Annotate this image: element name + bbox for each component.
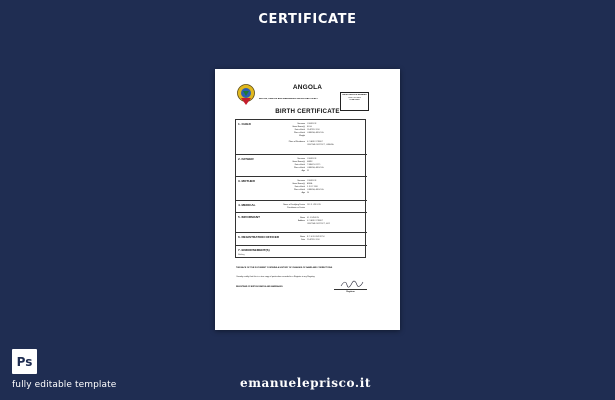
section-informant (236, 213, 367, 233)
child-dob-label: Date of birth (294, 129, 305, 131)
section-child-title: 1. CHILD (238, 122, 251, 126)
section-medical-title: 4. MEDICAL (238, 203, 256, 207)
child-residence-value-2: CENTRAL DISTRICT, LUANDA (307, 144, 334, 146)
officer-name-value: B.T. HOLDSWORTH (307, 236, 325, 238)
regbox-line1: REGISTRATION NUMBER (342, 94, 367, 96)
regbox-number: 579871963 (349, 99, 360, 102)
section-endorsements (236, 246, 367, 259)
mother-pob-label: Place of birth (293, 189, 305, 191)
endorsements-note: Nothing (238, 254, 245, 256)
child-surname-value: JOHNSON (307, 123, 317, 125)
mother-age-label: Age (301, 192, 305, 194)
signature-line (334, 289, 367, 290)
template-note: fully editable template (12, 380, 117, 390)
section-medical (236, 201, 367, 213)
section-registration-officer (236, 233, 367, 246)
mother-surname-label: Surname (297, 180, 305, 182)
officer-date-value: 21 APRIL 2010 (307, 239, 320, 241)
section-registration-officer-title: 6. REGISTRATION OFFICER (238, 235, 280, 239)
child-given-value: ELLA (307, 126, 312, 128)
birth-certificate-preview (215, 69, 400, 330)
father-dob-value: 7 MARCH 1975 (307, 164, 321, 166)
officer-name-label: Name (299, 236, 305, 238)
informant-name-label: Name (299, 217, 305, 219)
child-given-label: Given Name(s) (292, 126, 305, 128)
document-country: ANGOLA (292, 84, 323, 91)
mother-given-value: ANNA (307, 183, 313, 185)
medical-practitioner-label: Practitioner or Doctor (287, 207, 305, 209)
section-mother-title: 3. MOTHER (238, 179, 255, 183)
footer-back-note: THE BACK OF THE DOCUMENT CONTAINS A HISTORY OF CHANGES OF NAME AND CORRECTIONS (236, 267, 333, 269)
child-weight-label: Weight (299, 135, 305, 137)
section-father (236, 155, 367, 177)
mother-dob-value: 9 JULY 1980 (307, 186, 318, 188)
father-pob-label: Place of birth (293, 167, 305, 169)
mother-surname-value: JOHNSON (307, 180, 317, 182)
child-residence-label: Place of Residence (288, 141, 305, 143)
section-father-title: 2. FATHER (238, 157, 254, 161)
regbox-line2: CERTIFICATE (348, 96, 361, 99)
registration-act: BIRTHS, DEATHS AND MARRIAGES REGISTRATION ACT (259, 98, 319, 100)
photoshop-icon: Ps (12, 349, 37, 374)
section-mother (236, 177, 367, 201)
certificate-title: BIRTH CERTIFICATE (275, 108, 340, 115)
page-heading: CERTIFICATE (258, 12, 357, 27)
signature-label: Registrar (346, 291, 355, 293)
father-surname-label: Surname (297, 158, 305, 160)
mother-age-value: 30 (307, 192, 310, 194)
child-surname-label: Surname (297, 123, 305, 125)
father-given-label: Given Name(s) (292, 161, 305, 163)
child-residence-value: 4 CLARK STREET (307, 141, 323, 143)
child-pob-value: LUANDA, ANGOLA (307, 132, 324, 134)
informant-address-value-2: CENTRAL DISTRICT, 0012 (307, 223, 331, 225)
informant-name-value: M. JOHNSON (307, 217, 319, 219)
father-surname-value: JOHNSON (307, 158, 317, 160)
footer-certify: I hereby certify that this is a true copy of particulars recorded in a Register in my Registry. (236, 276, 315, 278)
officer-date-label: Date (301, 239, 305, 241)
certificate-table (235, 119, 366, 258)
father-dob-label: Date of birth (294, 164, 305, 166)
informant-address-value: 4 CLARK STREET (307, 220, 323, 222)
medical-doctor-value: DR. R. WILSON (307, 204, 321, 206)
medical-doctor-label: Name of Certifying Doctor (283, 204, 305, 206)
father-pob-value: LUANDA, ANGOLA (307, 167, 324, 169)
informant-address-label: Address (298, 220, 305, 222)
child-dob-value: 15 APRIL 2010 (307, 129, 320, 131)
signature-icon (340, 280, 364, 288)
section-endorsements-title: 7. ENDORSEMENT(S) (238, 248, 270, 252)
footer-registrar: REGISTRAR OF BIRTHS DEATHS AND MARRIAGES (236, 286, 283, 288)
section-child (236, 120, 367, 155)
mother-dob-label: Date of birth (294, 186, 305, 188)
website-link[interactable]: emanueleprisco.it (240, 376, 371, 390)
mother-pob-value: LUANDA, ANGOLA (307, 189, 324, 191)
father-age-value: 35 (307, 170, 310, 172)
mother-given-label: Given Name(s) (292, 183, 305, 185)
child-pob-label: Place of birth (293, 132, 305, 134)
father-given-value: MARK (307, 161, 313, 163)
section-informant-title: 5. INFORMANT (238, 215, 260, 219)
father-age-label: Age (301, 170, 305, 172)
